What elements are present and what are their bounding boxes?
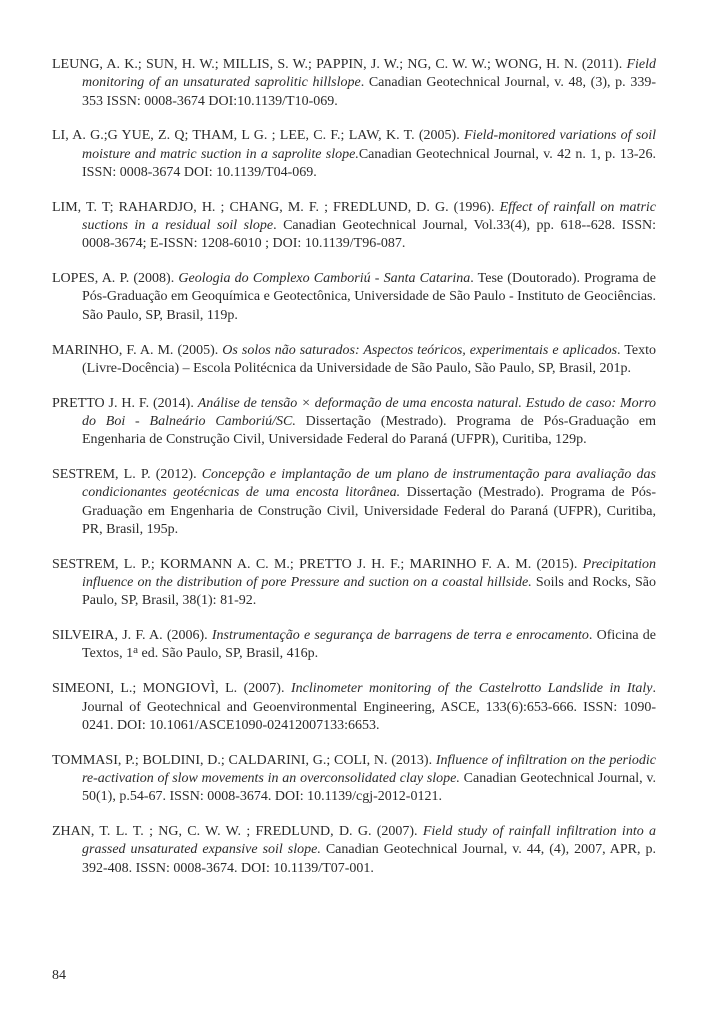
reference-authors: MARINHO, F. A. M. (2005). [52,342,223,358]
reference-entry [52,680,656,735]
reference-entry [52,556,656,611]
reference-entry [52,395,656,450]
reference-title: Precipitation influence on the distribution of pore Pressure and suction on a coastal hillside. [82,556,656,591]
reference-title: Concepção e implantação de um plano de instrumentação para avaliação das condicionantes geotécnicas de uma encosta litorânea. [82,467,657,501]
reference-title: Field study of rainfall infiltration into a grassed unsaturated expansive soil slope. [82,824,656,858]
reference-authors: ZHAN, T. L. T. ; NG, C. W. W. ; FREDLUND, D. G. (2007). [52,824,423,839]
reference-details: . Journal of Geotechnical and Geoenvironmental Engineering, ASCE, 133(6):653-666. ISSN: 1090-0241. DOI: 10.1061/ASCE1090-02412007133:6653. [82,681,656,733]
reference-entry [52,56,656,111]
reference-details: Canadian Geotechnical Journal, v. 50(1), p.54-67. ISSN: 0008-3674. DOI: 10.1139/cgj-2012-0121. [82,770,656,805]
reference-title: Os solos não saturados: Aspectos teóricos, experimentais e aplicados [222,342,618,358]
reference-details: Canadian Geotechnical Journal, v. 42 n. 1, p. 13-26. ISSN: 0008-3674 DOI: 10.1139/T04-069. [82,146,656,180]
reference-details: . Tese (Doutorado). Programa de Pós-Graduação em Geoquímica e Geotectônica, Universidade de São Paulo - Instituto de Geociências. São Paulo, SP, Brasil, 119p. [82,271,656,323]
reference-title: Inclinometer monitoring of the Castelrotto Landslide in Italy [290,681,653,697]
reference-authors: SILVEIRA, J. F. A. (2006). [52,628,212,644]
reference-title: Effect of rainfall on matric suctions in a residual soil slope [82,199,656,234]
reference-entry [52,199,656,254]
page-number: 84 [52,968,66,983]
reference-authors: LIM, T. T; RAHARDJO, H. ; CHANG, M. F. ; FREDLUND, D. G. (1996). [52,199,500,215]
reference-details: . Texto (Livre-Docência) – Escola Politécnica da Universidade de São Paulo, São Paulo, SP, Brasil, 201p. [82,342,656,376]
edition-superscript: a [133,644,139,657]
reference-title: Field-monitored variations of soil moisture and matric suction in a saprolite slope. [82,128,656,162]
reference-details-continued: ed. São Paulo, SP, Brasil, 416p. [138,646,319,662]
reference-authors: SESTREM, L. P.; KORMANN A. C. M.; PRETTO J. H. F.; MARINHO F. A. M. (2015). [52,556,583,572]
reference-title: Instrumentação e segurança de barragens de terra e enrocamento [211,628,589,644]
reference-authors: SIMEONI, L.; MONGIOVÌ, L. (2007). [52,681,291,697]
reference-entry [52,752,656,807]
reference-authors: LOPES, A. P. (2008). [52,271,179,287]
reference-details: . Canadian Geotechnical Journal, v. 48, (3), p. 339-353 ISSN: 0008-3674 DOI:10.1139/T10-069. [82,75,656,109]
reference-authors: TOMMASI, P.; BOLDINI, D.; CALDARINI, G.; COLI, N. (2013). [52,752,436,768]
reference-authors: LI, A. G.;G YUE, Z. Q; THAM, L G. ; LEE, C. F.; LAW, K. T. (2005). [52,128,464,144]
reference-authors: PRETTO J. H. F. (2014). [52,395,198,411]
reference-entry [52,127,656,182]
reference-entry [52,466,656,539]
reference-details: . Canadian Geotechnical Journal, Vol.33(4), pp. 618--628. ISSN: 0008-3674; E-ISSN: 1208-6010 ; DOI: 10.1139/T96-087. [82,218,656,252]
reference-details: . Oficina de Textos, 1 [82,628,656,662]
reference-entry [52,342,656,379]
reference-title: Análise de tensão × deformação de uma encosta natural. Estudo de caso: Morro do Boi - Balneário Camboriú/SC. [82,395,656,429]
reference-entry [52,627,656,664]
reference-details: Soils and Rocks, São Paulo, SP, Brasil, 38(1): 81-92. [82,575,656,609]
reference-authors: SESTREM, L. P. (2012). [52,467,202,483]
reference-entry [52,823,656,878]
reference-details: Canadian Geotechnical Journal, v. 44, (4), 2007, APR, p. 392-408. ISSN: 0008-3674. DOI: 10.1139/T07-001. [82,842,657,876]
reference-authors: LEUNG, A. K.; SUN, H. W.; MILLIS, S. W.; PAPPIN, J. W.; NG, C. W. W.; WONG, H. N. (2011). [52,57,627,72]
reference-details: Dissertação (Mestrado). Programa de Pós-Graduação em Engenharia de Construção Civil, Universidade Federal do Paraná (UFPR), Curitiba, PR, Brasil, 195p. [82,485,656,537]
reference-list [52,56,656,894]
reference-title: Influence of infiltration on the periodic re-activation of slow movements in an overconsolidated clay slope. [82,752,656,786]
reference-title: Geologia do Complexo Camboriú - Santa Catarina [178,271,471,287]
reference-title: Field monitoring of an unsaturated saprolitic hillslope [82,57,656,91]
reference-details: Dissertação (Mestrado). Programa de Pós-Graduação em Engenharia de Construção Civil, Universidade Federal do Paraná (UFPR), Curitiba, 129p. [82,413,656,448]
reference-entry [52,270,656,325]
